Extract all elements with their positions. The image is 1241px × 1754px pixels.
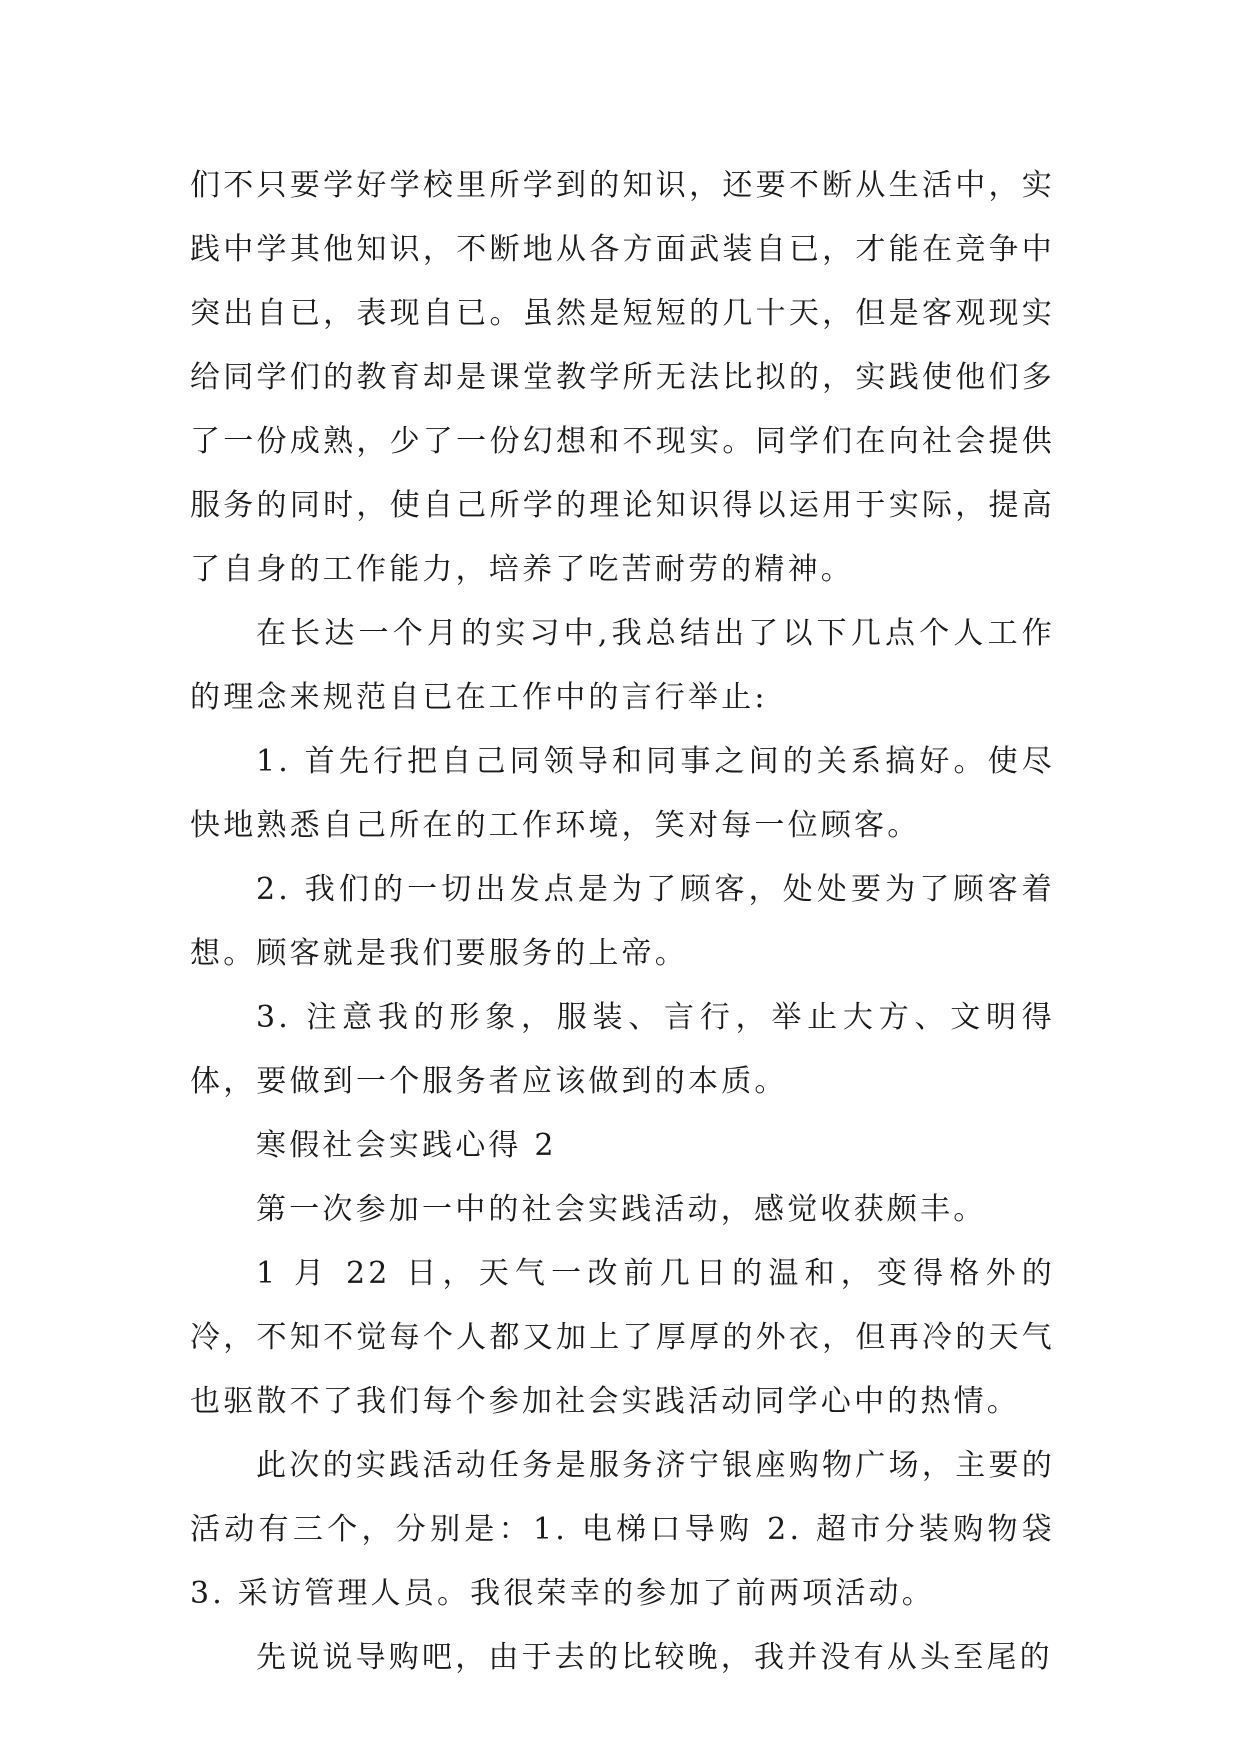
paragraph-4: 1 月 22 日，天气一改前几日的温和，变得格外的冷，不知不觉每个人都又加上了厚厚的外衣，但再冷的天气也驱散不了我们每个参加社会实践活动同学心中的热情。: [190, 1256, 1055, 1419]
list-item-1: 1. 首先行把自己同领导和同事之间的关系搞好。使尽快地熟悉自己所在的工作环境，笑对每一位顾客。: [190, 744, 1055, 843]
list-item-3: 3. 注意我的形象，服装、言行，举止大方、文明得体，要做到一个服务者应该做到的本质。: [190, 1000, 1055, 1099]
paragraph-5: 此次的实践活动任务是服务济宁银座购物广场，主要的活动有三个，分别是：1. 电梯口导购 2. 超市分装购物袋 3. 采访管理人员。我很荣幸的参加了前两项活动。: [190, 1448, 1055, 1611]
paragraph-3: 第一次参加一中的社会实践活动，感觉收获颇丰。: [256, 1192, 987, 1227]
section-heading: 寒假社会实践心得 2: [256, 1128, 557, 1163]
paragraph-6: 先说说导购吧，由于去的比较晚，我并没有从头至尾的: [256, 1640, 1053, 1675]
paragraph-1: 们不只要学好学校里所学到的知识，还要不断从生活中，实践中学其他知识，不断地从各方面武装自已，才能在竞争中突出自已，表现自已。虽然是短短的几十天，但是客观现实给同学们的教育却是课堂教学所无法比拟的，实践使他们多了一份成熟，少了一份幻想和不现实。同学们在向社会提供服务的同时，使自己所学的理论知识得以运用于实际，提高了自身的工作能力，培养了吃苦耐劳的精神。: [190, 168, 1055, 587]
paragraph-2: 在长达一个月的实习中,我总结出了以下几点个人工作的理念来规范自已在工作中的言行举止:: [190, 616, 1055, 715]
document-body: [190, 154, 1055, 1690]
list-item-2: 2. 我们的一切出发点是为了顾客，处处要为了顾客着想。顾客就是我们要服务的上帝。: [190, 872, 1055, 971]
